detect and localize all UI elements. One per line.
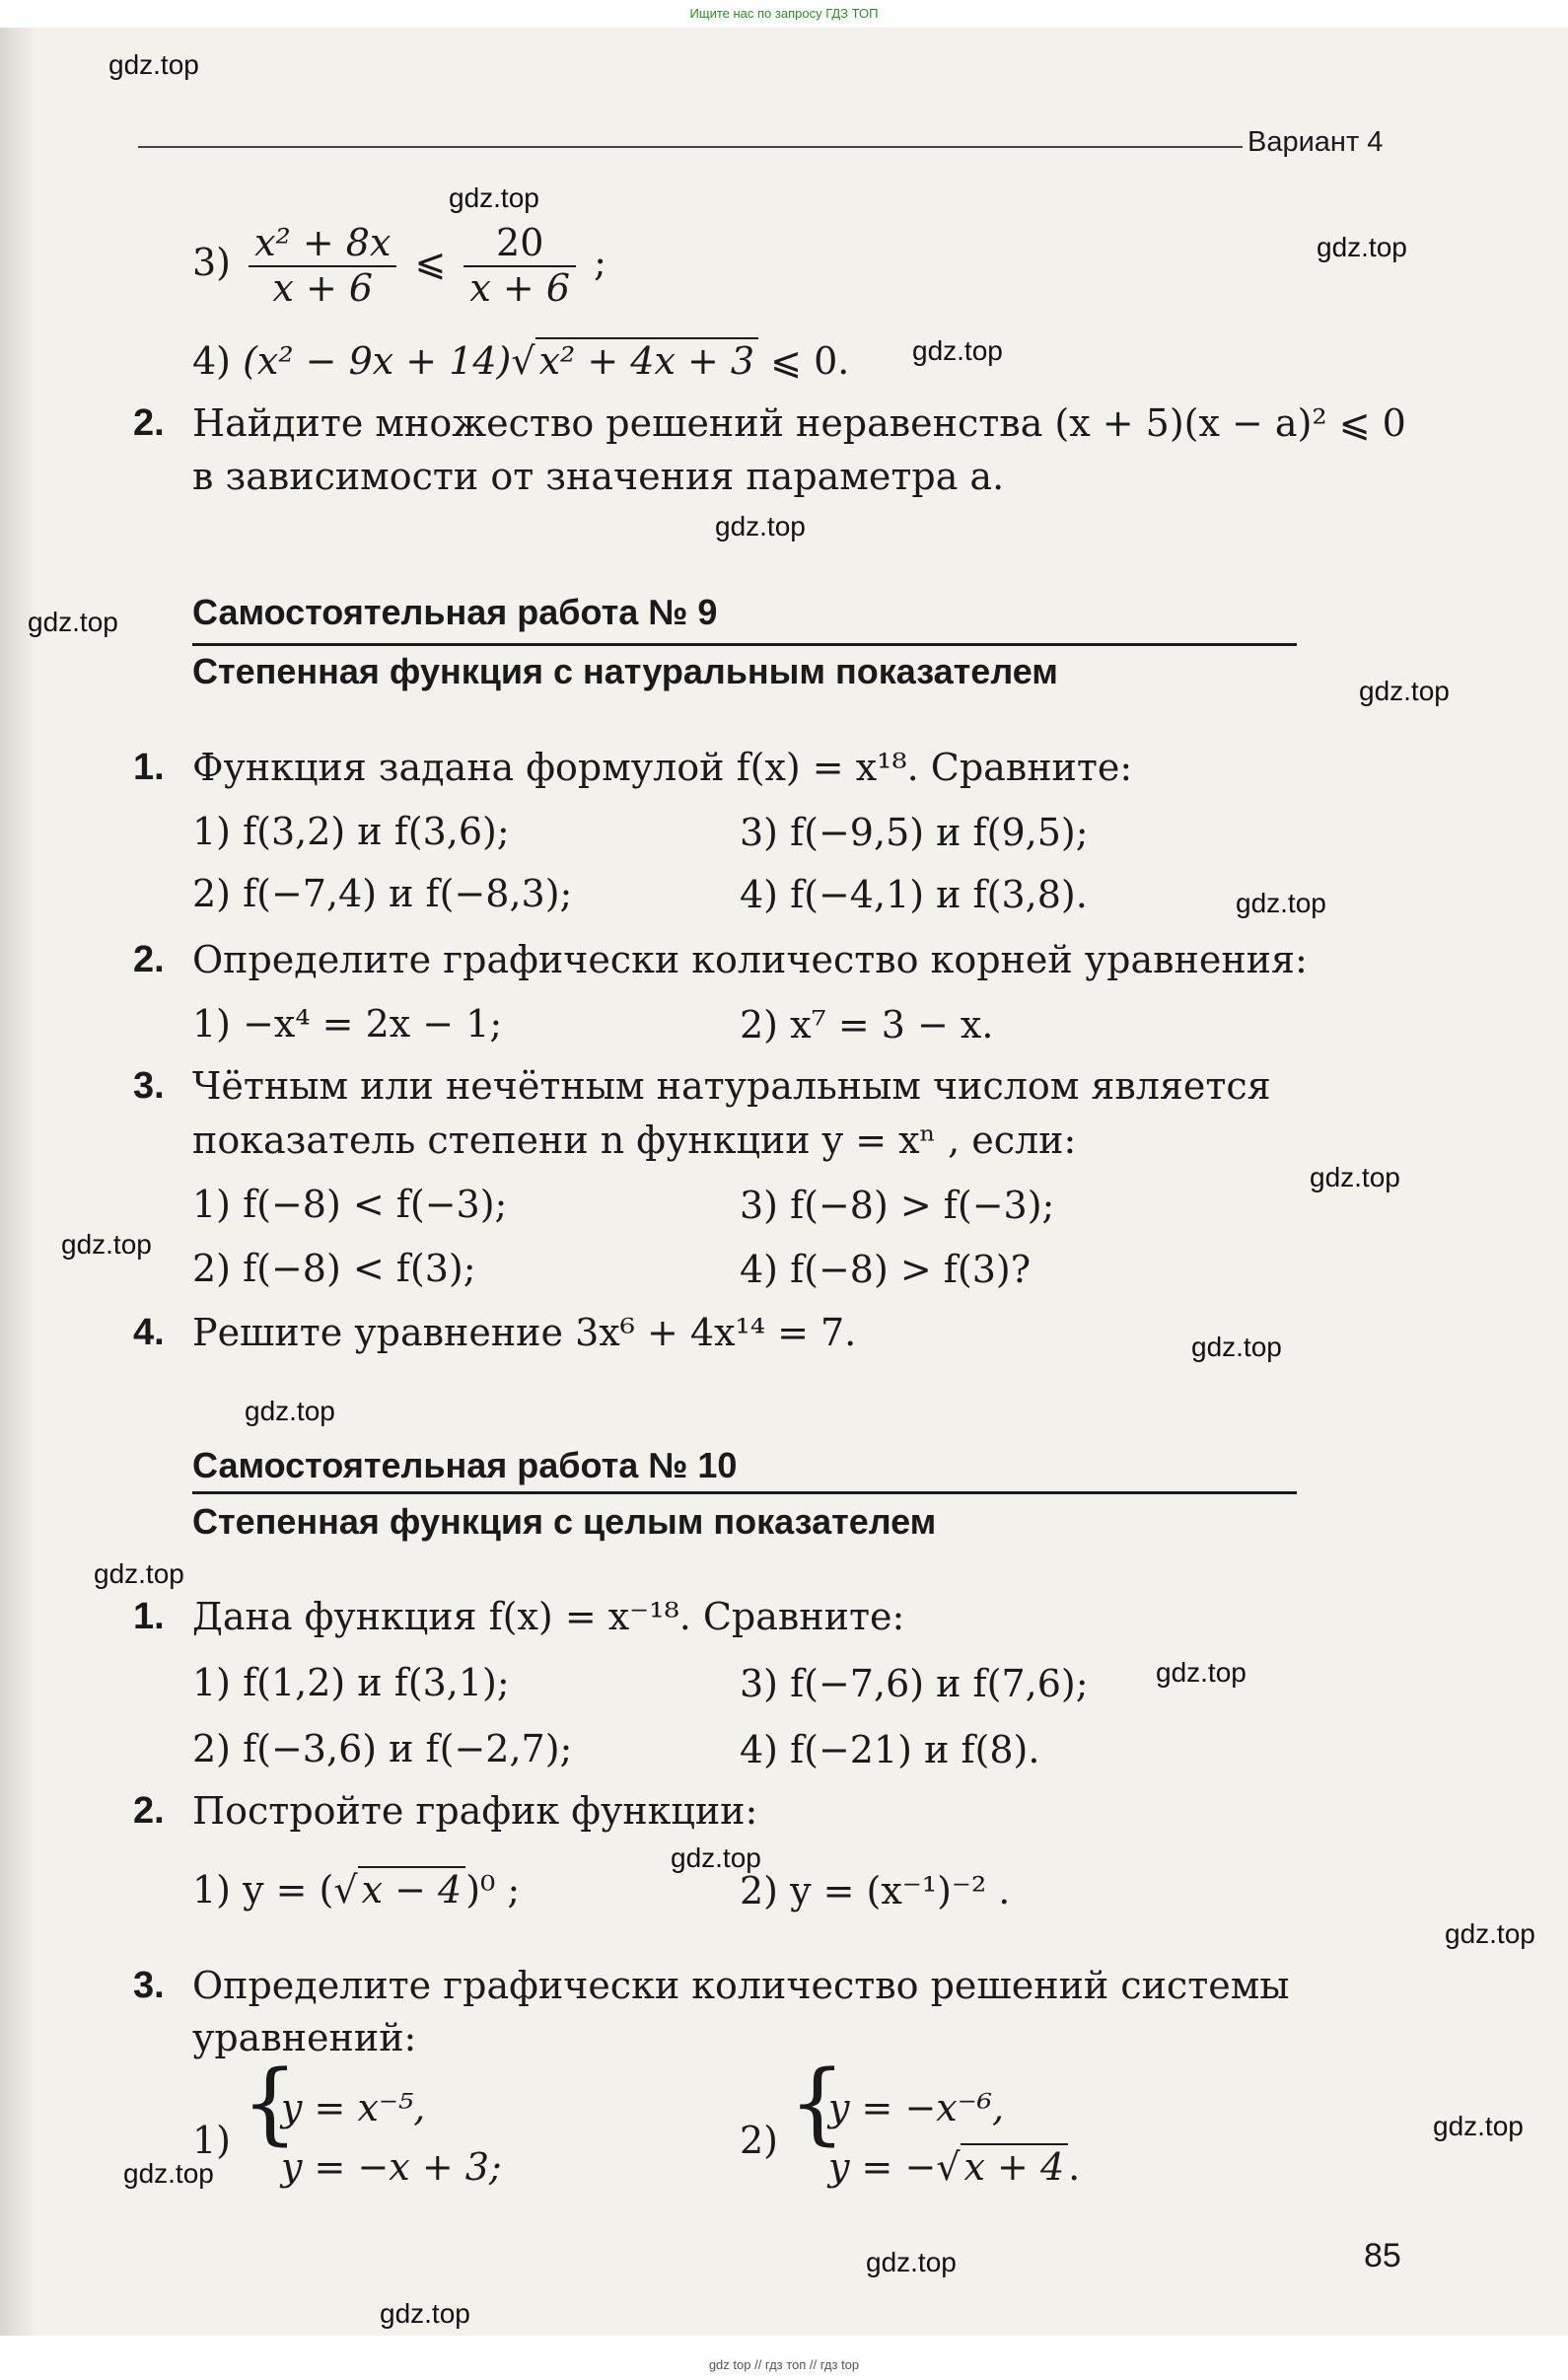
expression-tail: )⁰ ; xyxy=(465,1868,521,1911)
expression: 1) y = ( xyxy=(192,1868,334,1911)
top-banner[interactable]: Ищите нас по запросу ГДЗ ТОП xyxy=(689,6,879,21)
section-subtitle: Степенная функция с натуральным показателем xyxy=(192,651,1058,691)
task-number: 1. xyxy=(133,1596,165,1637)
fraction xyxy=(249,222,396,310)
task-text: уравнений: xyxy=(192,2016,417,2059)
watermark: gdz.top xyxy=(1191,1332,1282,1362)
item-label: 2) xyxy=(740,2119,779,2162)
task-number: 2. xyxy=(133,1790,165,1832)
radicand: x − 4 xyxy=(358,1866,466,1911)
watermark: gdz.top xyxy=(912,335,1003,366)
watermark: gdz.top xyxy=(123,2158,214,2189)
expression: y = − xyxy=(828,2145,937,2189)
numerator: x² + 8x xyxy=(249,222,396,267)
task-text: Функция задана формулой f(x) = x¹⁸. Сравните: xyxy=(192,746,1133,789)
radicand: x² + 4x + 3 xyxy=(535,337,758,383)
fraction xyxy=(463,222,576,310)
section-title: Самостоятельная работа № 9 xyxy=(192,592,718,632)
task-text: в зависимости от значения параметра a. xyxy=(192,455,1005,498)
watermark: gdz.top xyxy=(1236,888,1326,918)
terminator: ; xyxy=(594,241,606,285)
system-brace: { xyxy=(242,2052,299,2155)
equation: y = x⁻⁵, xyxy=(281,2086,426,2129)
task-option: 2) f(−3,6) и f(−2,7); xyxy=(192,1727,573,1770)
watermark: gdz.top xyxy=(108,49,199,80)
task-option: 3) f(−8) > f(−3); xyxy=(740,1184,1055,1227)
task-text: Найдите множество решений неравенства (x + 5)(x − a)² ⩽ 0 xyxy=(192,401,1406,445)
watermark: gdz.top xyxy=(28,607,118,637)
task-option: 2) f(−8) < f(3); xyxy=(192,1247,476,1290)
expression: (x² − 9x + 14) xyxy=(243,339,512,383)
page-number: 85 xyxy=(1364,2237,1401,2274)
task-option: 1) f(3,2) и f(3,6); xyxy=(192,810,510,853)
task-text: Чётным или нечётным натуральным числом является xyxy=(192,1064,1271,1108)
task-text: Дана функция f(x) = x⁻¹⁸. Сравните: xyxy=(192,1595,905,1638)
equation-system-2 xyxy=(740,2052,1154,2209)
equation xyxy=(828,2145,1080,2189)
watermark: gdz.top xyxy=(1310,1162,1400,1192)
equation-system-1 xyxy=(192,2052,606,2209)
task-number: 2. xyxy=(133,939,165,980)
task-option: 3) f(−7,6) и f(7,6); xyxy=(740,1662,1089,1705)
section-subtitle: Степенная функция с целым показателем xyxy=(192,1501,937,1542)
task-option: 1) −x⁴ = 2x − 1; xyxy=(192,1002,503,1046)
task-number: 4. xyxy=(133,1312,165,1353)
denominator: x + 6 xyxy=(272,265,374,310)
intro-item-4 xyxy=(192,340,849,384)
task-text: Определите графически количество корней уравнения: xyxy=(192,938,1308,981)
task-option: 2) x⁷ = 3 − x. xyxy=(740,1003,994,1046)
page-binding-shadow xyxy=(0,28,37,2336)
watermark: gdz.top xyxy=(245,1396,335,1426)
numerator: 20 xyxy=(463,222,576,267)
watermark: gdz.top xyxy=(1156,1657,1247,1688)
section-title: Самостоятельная работа № 10 xyxy=(192,1445,738,1485)
denominator: x + 6 xyxy=(469,265,571,310)
task-option: 2) y = (x⁻¹)⁻² . xyxy=(740,1869,1011,1912)
watermark: gdz.top xyxy=(1359,676,1450,706)
task-option: 2) f(−7,4) и f(−8,3); xyxy=(192,872,573,915)
watermark: gdz.top xyxy=(1317,232,1407,262)
task-option: 1) f(−8) < f(−3); xyxy=(192,1183,508,1226)
task-option: 3) f(−9,5) и f(9,5); xyxy=(740,811,1089,854)
task-option: 4) f(−21) и f(8). xyxy=(740,1728,1040,1771)
watermark: gdz.top xyxy=(94,1558,184,1589)
item-label: 1) xyxy=(192,2119,232,2162)
task-option: 4) f(−8) > f(3)? xyxy=(740,1248,1032,1291)
watermark: gdz.top xyxy=(715,511,806,541)
watermark: gdz.top xyxy=(1445,1918,1535,1949)
task-number: 3. xyxy=(133,1965,165,2006)
variant-label: Вариант 4 xyxy=(1247,126,1384,158)
relation: ⩽ xyxy=(414,241,447,285)
watermark: gdz.top xyxy=(61,1229,152,1260)
item-label: 4) xyxy=(192,339,232,383)
task-number: 3. xyxy=(133,1065,165,1107)
watermark: gdz.top xyxy=(866,2247,957,2277)
watermark: gdz.top xyxy=(449,182,539,213)
section-rule xyxy=(192,643,1297,646)
task-option: 1) f(1,2) и f(3,1); xyxy=(192,1661,510,1704)
equation: y = −x + 3; xyxy=(281,2145,502,2189)
expression-tail: . xyxy=(1068,2145,1081,2189)
radicand: x + 4 xyxy=(961,2143,1069,2189)
task-text: Постройте график функции: xyxy=(192,1789,758,1833)
task-option xyxy=(192,1869,520,1912)
task-text: Решите уравнение 3x⁶ + 4x¹⁴ = 7. xyxy=(192,1311,857,1354)
radical-sign: √ xyxy=(333,1868,358,1911)
bottom-banner[interactable]: gdz top // гдз топ // гдз top xyxy=(708,2357,860,2372)
item-label: 3) xyxy=(192,241,232,285)
section-rule xyxy=(192,1491,1297,1494)
task-number: 1. xyxy=(133,747,165,788)
watermark: gdz.top xyxy=(1433,2111,1524,2141)
watermark: gdz.top xyxy=(671,1842,761,1873)
radical-sign: √ xyxy=(936,2145,961,2189)
task-option: 4) f(−4,1) и f(3,8). xyxy=(740,873,1088,916)
header-rule xyxy=(138,146,1243,148)
task-text: показатель степени n функции y = xⁿ , если: xyxy=(192,1118,1077,1162)
radical-sign: √ xyxy=(511,339,535,383)
intro-item-3 xyxy=(192,222,606,310)
equation: y = −x⁻⁶, xyxy=(828,2086,1005,2129)
watermark: gdz.top xyxy=(380,2298,470,2329)
task-text: Определите графически количество решений системы xyxy=(192,1964,1290,2007)
task-number: 2. xyxy=(133,402,165,444)
system-brace: { xyxy=(789,2052,846,2155)
expression-tail: ⩽ 0. xyxy=(770,339,850,383)
